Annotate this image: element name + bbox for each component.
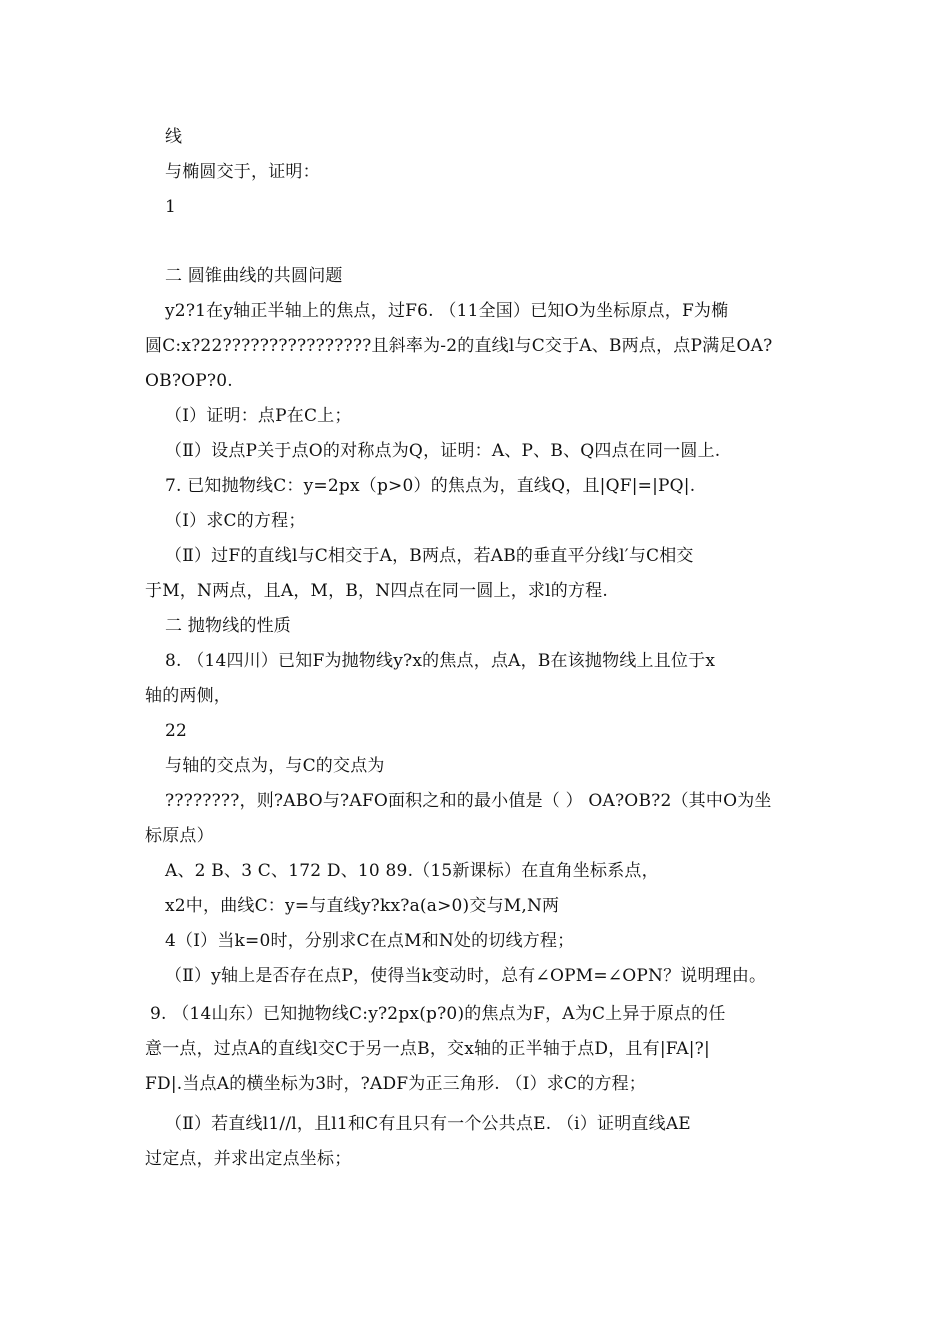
text-line: 线 bbox=[165, 127, 183, 147]
text-line: 9. （14山东）已知抛物线C:y?2px(p?0)的焦点为F，A为C上异于原点的任 bbox=[150, 1004, 726, 1024]
text-line: 过定点，并求出定点坐标； bbox=[145, 1149, 352, 1169]
text-line: （Ⅰ）证明：点P在C上； bbox=[165, 406, 352, 426]
text-line: 圆C:x?22????????????????且斜率为-2的直线l与C交于A、B两点，点P满足OA? bbox=[145, 336, 773, 356]
section-heading: 二 抛物线的性质 bbox=[165, 616, 292, 636]
text-line: 4（Ⅰ）当k=0时，分别求C在点M和N处的切线方程； bbox=[165, 931, 575, 951]
text-line: 7. 已知抛物线C：y=2px（p>0）的焦点为，直线Q，且|QF|=|PQ|. bbox=[165, 476, 696, 496]
text-line: 8. （14四川）已知F为抛物线y?x的焦点，点A，B在该抛物线上且位于x bbox=[165, 651, 716, 671]
text-line: 与轴的交点为，与C的交点为 bbox=[165, 756, 385, 776]
text-line: 1 bbox=[165, 197, 177, 217]
text-line: 轴的两侧， bbox=[145, 686, 231, 706]
text-line: （Ⅰ）求C的方程； bbox=[165, 511, 306, 531]
text-line: 与椭圆交于，证明： bbox=[165, 162, 320, 182]
text-line: OB?OP?0. bbox=[145, 371, 233, 391]
text-line: A、2 B、3 C、172 D、10 89.（15新课标）在直角坐标系点， bbox=[165, 861, 659, 881]
text-line: x2中，曲线C：y=与直线y?kx?a(a>0)交与M,N两 bbox=[165, 896, 560, 916]
text-line: （Ⅱ）若直线l1//l，且l1和C有且只有一个公共点E. （ⅰ）证明直线AE bbox=[165, 1114, 691, 1134]
text-line: 标原点） bbox=[145, 826, 214, 846]
text-line: 意一点，过点A的直线l交C于另一点B，交x轴的正半轴于点D，且有|FA|?| bbox=[145, 1039, 710, 1059]
text-line: ????????，则?ABO与?AFO面积之和的最小值是（ ） OA?OB?2（其中O为坐 bbox=[165, 791, 772, 811]
text-line: （Ⅱ）y轴上是否存在点P，使得当k变动时，总有∠OPM=∠OPN？说明理由。 bbox=[165, 966, 767, 986]
text-line: （Ⅱ）设点P关于点O的对称点为Q，证明：A、P、B、Q四点在同一圆上. bbox=[165, 441, 721, 461]
text-line: 于M，N两点，且A，M，B，N四点在同一圆上，求l的方程. bbox=[145, 581, 608, 601]
text-line: y2?1在y轴正半轴上的焦点，过F6. （11全国）已知O为坐标原点，F为椭 bbox=[165, 301, 729, 321]
section-heading: 二 圆锥曲线的共圆问题 bbox=[165, 266, 343, 286]
text-line: FD|.当点A的横坐标为3时，?ADF为正三角形. （Ⅰ）求C的方程； bbox=[145, 1074, 646, 1094]
text-line: 22 bbox=[165, 721, 188, 741]
text-line: （Ⅱ）过F的直线l与C相交于A，B两点，若AB的垂直平分线l′与C相交 bbox=[165, 546, 694, 566]
